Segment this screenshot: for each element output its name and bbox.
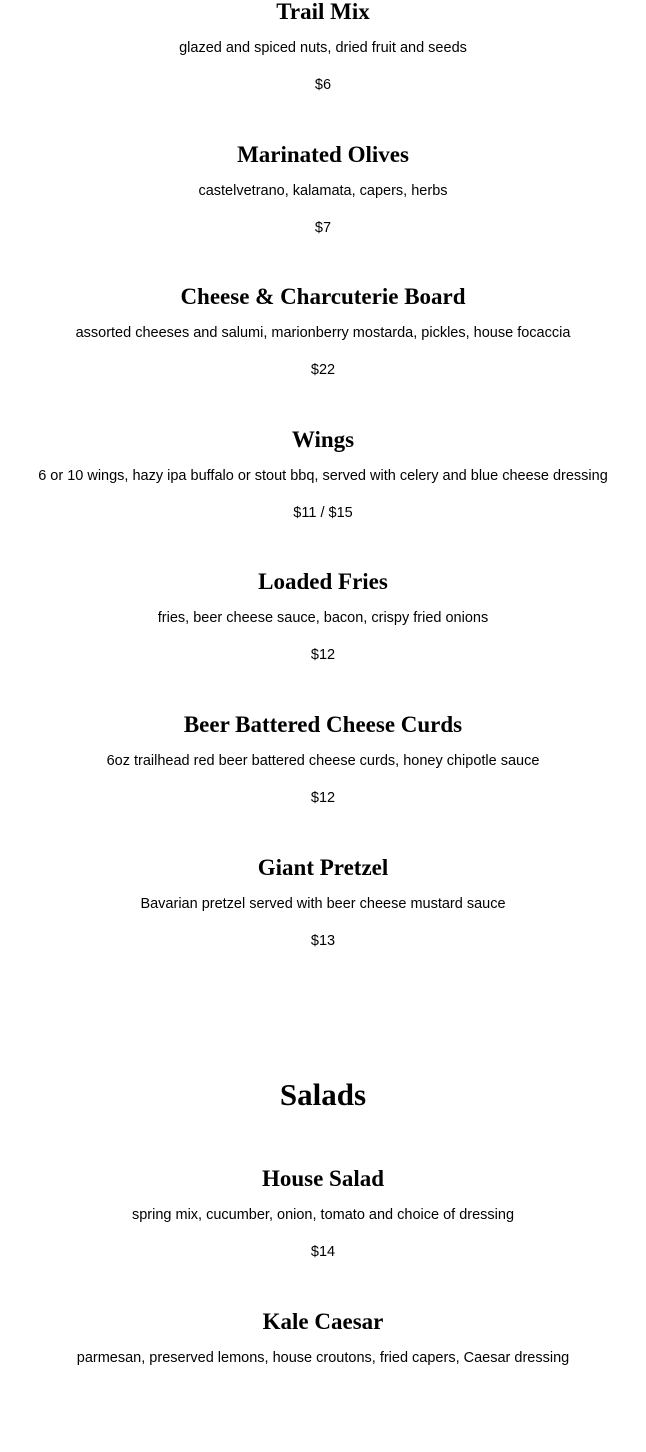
item-name: Cheese & Charcuterie Board <box>180 284 466 310</box>
item-price: $12 <box>310 647 336 664</box>
menu-item-giant-pretzel <box>0 856 646 999</box>
item-description: glazed and spiced nuts, dried fruit and seeds <box>179 40 467 56</box>
item-name: Trail Mix <box>276 0 370 24</box>
menu-item-kale-caesar <box>0 1310 646 1452</box>
item-description: 6 or 10 wings, hazy ipa buffalo or stout bbq, served with celery and blue cheese dressing <box>38 467 608 484</box>
item-name: House Salad <box>261 1166 385 1191</box>
item-description: assorted cheeses and salumi, marionberry mostarda, pickles, house focaccia <box>75 325 571 342</box>
item-description: fries, beer cheese sauce, bacon, crispy fried onions <box>157 610 489 627</box>
item-description: Bavarian pretzel served with beer cheese mustard sauce <box>140 895 506 912</box>
item-description: parmesan, preserved lemons, house croutons, fried capers, Caesar dressing <box>76 1349 570 1366</box>
item-price: $14 <box>310 1244 336 1260</box>
section-title-salads: Salads <box>279 1077 367 1112</box>
item-name: Kale Caesar <box>262 1308 384 1334</box>
menu-item-marinated-olives <box>0 143 646 286</box>
item-name: Beer Battered Cheese Curds <box>183 711 463 737</box>
item-description: 6oz trailhead red beer battered cheese curds, honey chipotle sauce <box>106 752 540 769</box>
menu-item-house-salad <box>0 1167 646 1310</box>
menu-item-loaded-fries <box>0 570 646 713</box>
item-price: $22 <box>310 362 336 379</box>
item-price: $13 <box>310 932 336 949</box>
item-description: castelvetrano, kalamata, capers, herbs <box>198 182 448 199</box>
item-price: $12 <box>310 789 336 806</box>
menu-item-beer-battered-cheese-curds <box>0 713 646 856</box>
item-price: $6 <box>314 77 332 93</box>
item-price: $11 / $15 <box>293 504 353 521</box>
menu-item-trail-mix <box>0 0 646 143</box>
item-description: spring mix, cucumber, onion, tomato and choice of dressing <box>131 1207 515 1223</box>
item-name: Wings <box>291 426 355 452</box>
item-name: Marinated Olives <box>237 141 409 167</box>
item-price: $7 <box>314 219 332 236</box>
menu-item-wings <box>0 428 646 571</box>
menu-item-cheese-charcuterie-board <box>0 285 646 428</box>
salads-list <box>0 1167 646 1452</box>
item-name: Giant Pretzel <box>257 854 389 880</box>
item-name: Loaded Fries <box>258 569 388 595</box>
